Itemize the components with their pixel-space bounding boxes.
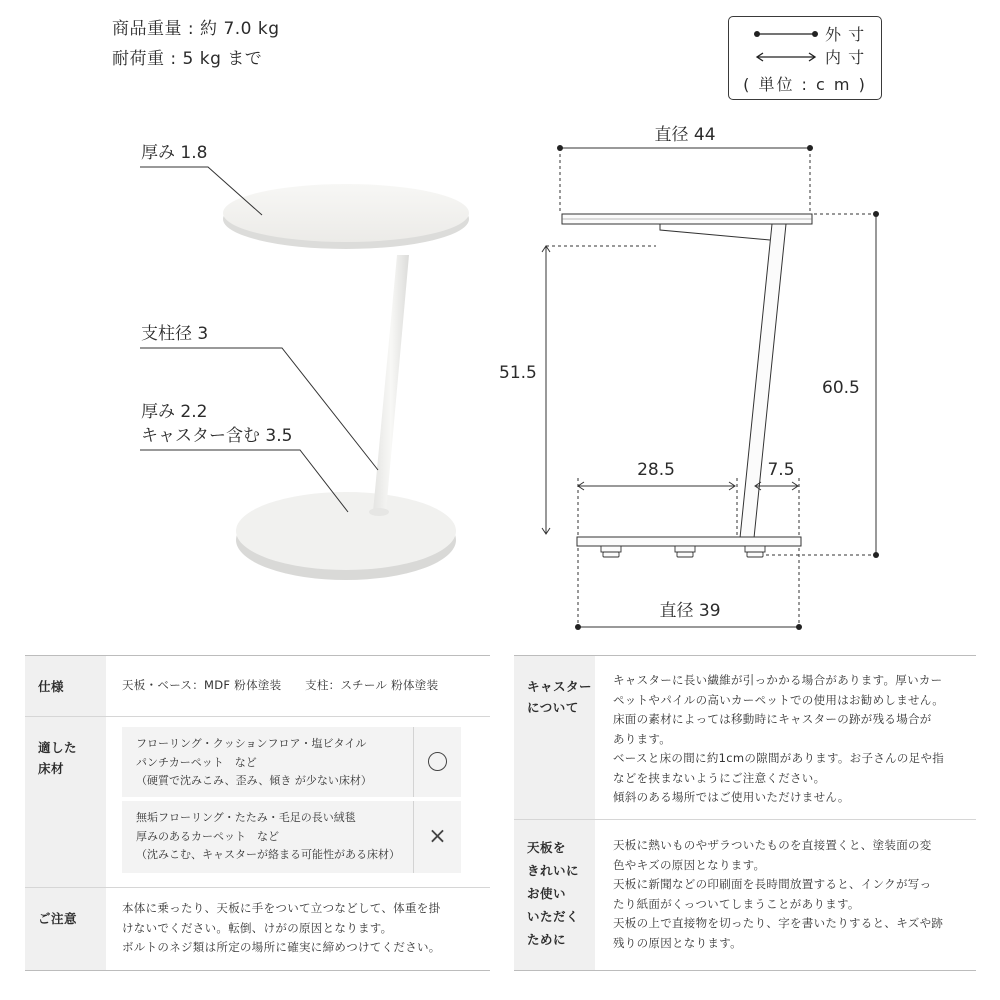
pole (373, 255, 409, 512)
legend-outer-label: 外 寸 (825, 25, 866, 44)
label-pole-diameter: 支柱径 3 (141, 324, 209, 344)
dim-dot (575, 624, 581, 630)
pole-foot (369, 508, 389, 516)
legend-inner-label: 内 寸 (825, 48, 866, 67)
dim-total-height-label: 60.5 (822, 378, 860, 398)
spec-table-left (25, 655, 490, 971)
caution-row-head (25, 888, 106, 970)
caster (745, 546, 765, 552)
cross-icon: × (428, 824, 447, 849)
spec-row-clean (514, 820, 976, 970)
spec-table-right (514, 655, 976, 971)
caster (601, 546, 621, 552)
dim-inner-height-label: 51.5 (499, 363, 537, 383)
spec-row-material (25, 656, 490, 717)
load-capacity: 耐荷重 : 5 kg まで (112, 49, 263, 69)
floor-ng-text: 無垢フローリング・たたみ・毛足の長い絨毯 厚みのあるカーペット など （沈みこむ、キャスターが絡まる可能性がある床材） (136, 811, 400, 861)
spec-row-caution (25, 888, 490, 970)
floor-ok-box (122, 727, 461, 797)
side-base (577, 537, 801, 546)
floor-ok-mark (413, 727, 461, 797)
dim-base-diameter-label: 直径 39 (659, 601, 721, 621)
caution-title: ご注意 (38, 911, 78, 926)
label-top-thickness: 厚み 1.8 (141, 143, 208, 163)
clean-row-head (514, 820, 595, 970)
caster-title: キャスター について (527, 679, 593, 715)
floor-row-head (25, 717, 106, 887)
dimension-drawing (499, 125, 879, 630)
dim-dot (807, 145, 813, 151)
floor-title: 適した 床材 (38, 740, 78, 776)
product-illustration (223, 184, 469, 580)
side-casters (601, 546, 765, 557)
dim-dot (873, 552, 879, 558)
caster-wheel (747, 552, 763, 557)
clean-title: 天板を きれいに お使い いただく ために (527, 840, 580, 947)
dim-base-depth-label: 28.5 (637, 460, 675, 480)
dim-base-offset (755, 478, 799, 535)
dim-top-diameter (560, 148, 810, 212)
clean-text: 天板に熱いものやザラついたものを直接置くと、塗装面の変 色やキズの原因となります。 天板に新聞などの印刷面を長時間放置すると、インクが写っ たり紙面がくっついてしまうことがあります。 天板の上で直接物を切ったり、字を書いたりすると、キズや跡 残りの原因となります。 (613, 838, 944, 950)
caution-text: 本体に乗ったり、天板に手をついて立つなどして、体重を掛 けないでください。転倒、けがの原因となります。 ボルトのネジ類は所定の場所に確実に締めつけてください。 (122, 901, 441, 954)
dim-top-diameter-label: 直径 44 (654, 125, 716, 145)
caster (675, 546, 695, 552)
dim-base-depth (578, 478, 737, 535)
spec-row-floor (25, 717, 490, 888)
caster-text: キャスターに長い繊維が引っかかる場合があります。厚いカー ペットやパイルの高いカーペットでの使用はお勧めしません。 床面の素材によっては移動時にキャスターの跡が残る場合が あります。 ベースと床の間に約1cmの隙間があります。お子さんの足や指 などを挟まないようにご注意ください。 傾斜のある場所ではご使用いただけません。 (613, 673, 945, 804)
spec-material-text: 天板・ベース：MDF 粉体塗装 支柱：スチール 粉体塗装 (122, 678, 439, 692)
label-base-thickness: 厚み 2.2 (141, 402, 208, 422)
floor-ok-text: フローリング・クッションフロア・塩ビタイル パンチカーペット など （硬質で沈みこみ、歪み、傾き が少ない床材） (136, 737, 372, 787)
spec-row-head (25, 656, 106, 716)
dim-dot (557, 145, 563, 151)
dim-inner-height (542, 246, 656, 534)
dim-dot (796, 624, 802, 630)
floor-ng-mark (413, 801, 461, 873)
caster-wheel (677, 552, 693, 557)
caster-row-head (514, 656, 595, 819)
floor-ng-box (122, 801, 461, 873)
side-bracket (660, 224, 770, 240)
caster-wheel (603, 552, 619, 557)
spec-row-caster (514, 656, 976, 820)
product-weight: 商品重量 : 約 7.0 kg (112, 19, 280, 39)
side-pole (740, 224, 786, 538)
dim-base-offset-label: 7.5 (767, 460, 795, 480)
legend-unit: ( 単位 : c m ) (743, 75, 867, 94)
circle-icon (428, 752, 447, 771)
spec-title: 仕様 (38, 679, 65, 694)
base-top (236, 492, 456, 570)
dim-dot (873, 211, 879, 217)
label-with-casters: キャスター含む 3.5 (141, 426, 293, 446)
